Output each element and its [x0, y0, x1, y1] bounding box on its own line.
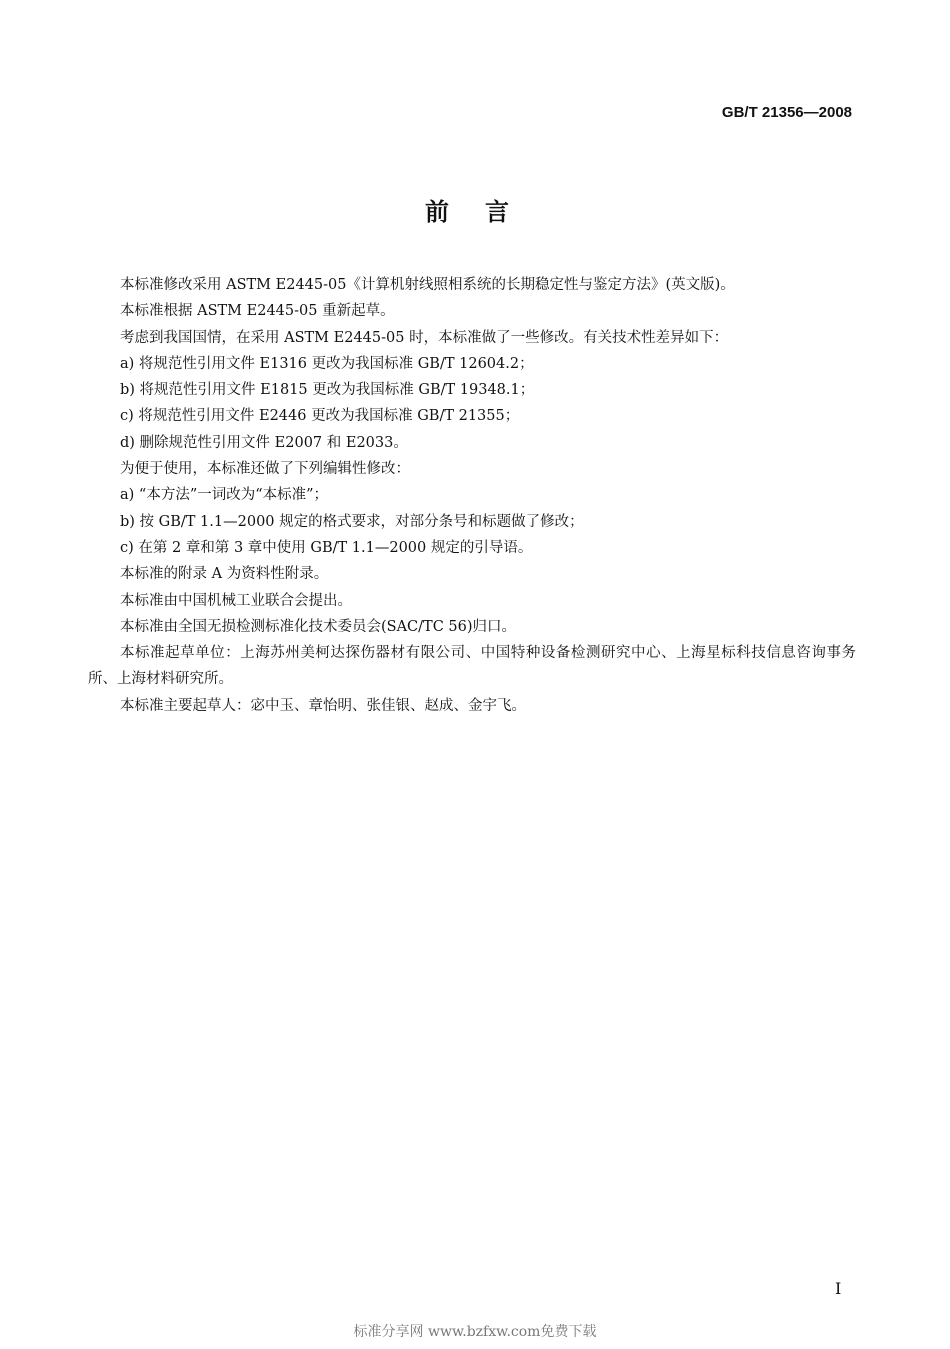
list-item: c) 将规范性引用文件 E2446 更改为我国标准 GB/T 21355； [120, 408, 520, 425]
paragraph: 为便于使用，本标准还做了下列编辑性修改： [120, 461, 410, 478]
title-char: 言 [485, 197, 511, 226]
footer-watermark: 标准分享网 www.bzfxw.com免费下载 [353, 1324, 597, 1340]
paragraph: 本标准起草单位：上海苏州美柯达探伤器材有限公司、中国特种设备检测研究中心、上海星标科技信息咨询事务所、上海材料研究所。 [88, 645, 856, 688]
list-item: a) “本方法”一词改为“本标准”； [120, 487, 329, 504]
paragraph: 本标准主要起草人：宓中玉、章怡明、张佳银、赵成、金宇飞。 [120, 697, 526, 714]
paragraph: 本标准修改采用 ASTM E2445-05《计算机射线照相系统的长期稳定性与鉴定方法》(英文版)。 [120, 277, 735, 293]
page-title [0, 192, 936, 227]
page-number: I [835, 1279, 842, 1298]
paragraph: 本标准由中国机械工业联合会提出。 [120, 592, 352, 609]
document-body [88, 272, 856, 719]
paragraph: 考虑到我国国情，在采用 ASTM E2445-05 时，本标准做了一些修改。有关技术性差异如下： [120, 329, 729, 346]
paragraph: 本标准根据 ASTM E2445-05 重新起草。 [120, 303, 395, 320]
paragraph: 本标准由全国无损检测标准化技术委员会(SAC/TC 56)归口。 [120, 618, 517, 635]
list-item: d) 删除规范性引用文件 E2007 和 E2033。 [120, 434, 408, 451]
list-item: b) 按 GB/T 1.1—2000 规定的格式要求，对部分条号和标题做了修改； [120, 513, 584, 530]
standard-code: GB/T 21356—2008 [721, 104, 852, 121]
title-char: 前 [425, 197, 451, 226]
list-item: b) 将规范性引用文件 E1815 更改为我国标准 GB/T 19348.1； [120, 382, 535, 399]
paragraph: 本标准的附录 A 为资料性附录。 [120, 566, 329, 583]
list-item: a) 将规范性引用文件 E1316 更改为我国标准 GB/T 12604.2； [120, 355, 534, 372]
list-item: c) 在第 2 章和第 3 章中使用 GB/T 1.1—2000 规定的引导语。 [120, 539, 533, 556]
